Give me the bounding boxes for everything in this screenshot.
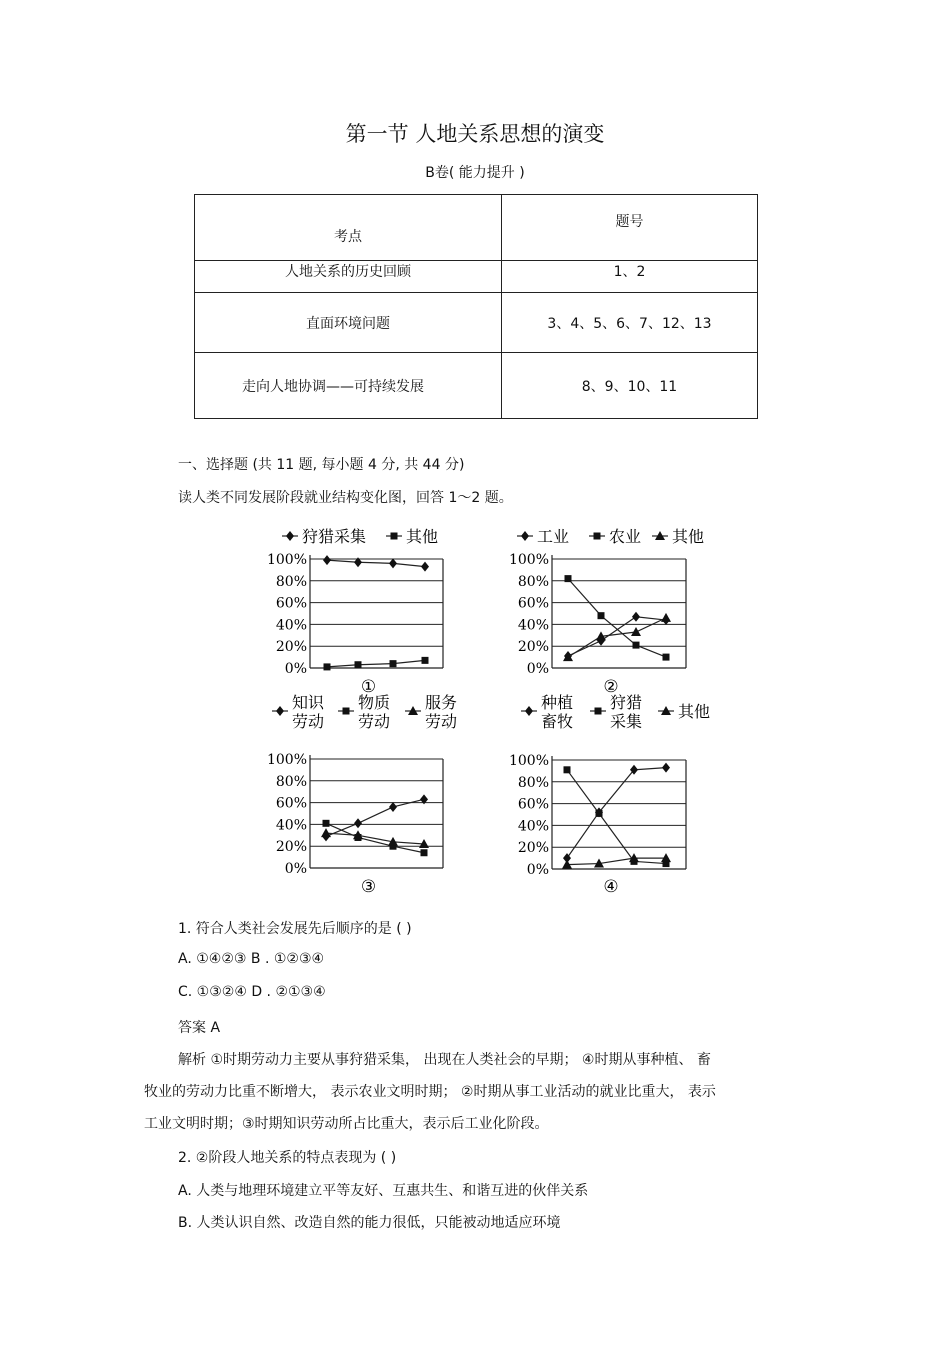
series-line xyxy=(327,560,425,567)
legend-label: 采集 xyxy=(610,712,643,731)
question-1-stem: 1. 符合人类社会发展先后顺序的是 ( ) xyxy=(178,921,412,937)
y-tick-label: 20% xyxy=(517,840,549,857)
legend-label: 知识 xyxy=(292,693,325,712)
y-tick-label: 20% xyxy=(275,839,307,856)
legend-marker xyxy=(594,533,601,540)
table-cell: 直面环境问题 xyxy=(195,293,502,353)
legend-label: 农业 xyxy=(609,527,642,546)
data-point xyxy=(662,763,670,773)
y-tick-label: 60% xyxy=(517,595,549,612)
data-point xyxy=(421,562,429,572)
y-tick-label: 100% xyxy=(266,752,307,768)
table-cell: 1、2 xyxy=(502,261,758,293)
table-cell: 8、9、10、11 xyxy=(502,353,758,419)
legend-label: 劳动 xyxy=(292,712,325,731)
question-2-stem: 2. ②阶段人地关系的特点表现为 ( ) xyxy=(178,1150,397,1166)
legend-marker xyxy=(521,531,529,541)
panel-label: ② xyxy=(603,677,619,697)
data-point xyxy=(633,642,640,649)
data-point xyxy=(324,663,331,670)
panel-label: ① xyxy=(360,677,377,697)
data-point xyxy=(596,810,603,817)
data-point xyxy=(323,555,331,565)
data-point xyxy=(321,828,331,837)
data-point xyxy=(661,613,671,622)
y-tick-label: 80% xyxy=(517,774,549,791)
page-subtitle: B卷( 能力提升 ) xyxy=(425,165,525,181)
legend-label: 其他 xyxy=(406,527,439,546)
question-1-options-ab: A. ①④②③ B . ①②③④ xyxy=(178,951,325,967)
y-tick-label: 40% xyxy=(275,617,307,634)
series-line xyxy=(327,660,425,667)
data-point xyxy=(389,802,397,812)
y-tick-label: 60% xyxy=(517,796,549,813)
data-point xyxy=(632,612,640,622)
table-header-topic: 考点 xyxy=(195,195,502,261)
question-1-analysis: 解析 ①时期劳动力主要从事狩猎采集， 出现在人类社会的早期； ④时期从事种植、 畜 xyxy=(178,1052,711,1068)
legend-label: 畜牧 xyxy=(541,712,574,731)
data-point xyxy=(565,575,572,582)
data-point xyxy=(389,558,397,568)
question-2-option-a: A. 人类与地理环境建立平等友好、互惠共生、和谐互进的伙伴关系 xyxy=(178,1183,589,1199)
y-tick-label: 0% xyxy=(284,661,307,677)
legend-label: 劳动 xyxy=(425,712,458,731)
legend-label: 劳动 xyxy=(358,712,391,731)
table-cell: 人地关系的历史回顾 xyxy=(195,261,502,293)
data-point xyxy=(355,661,362,668)
legend-marker xyxy=(525,706,533,716)
y-tick-label: 80% xyxy=(275,773,307,790)
legend-label: 狩猎采集 xyxy=(302,527,367,546)
question-2-option-b: B. 人类认识自然、改造自然的能力很低，只能被动地适应环境 xyxy=(178,1215,561,1231)
legend-label: 服务 xyxy=(425,693,458,712)
section-heading: 一、选择题 (共 11 题, 每小题 4 分, 共 44 分) xyxy=(178,457,465,473)
data-point xyxy=(354,818,362,828)
panel-label: ③ xyxy=(360,877,377,897)
y-tick-label: 20% xyxy=(275,639,307,656)
legend-marker xyxy=(595,708,602,715)
y-tick-label: 40% xyxy=(517,818,549,835)
table-header-number: 题号 xyxy=(502,195,758,261)
y-tick-label: 40% xyxy=(275,817,307,834)
legend-marker xyxy=(343,708,350,715)
series-line xyxy=(326,833,424,844)
table-cell: 3、4、5、6、7、12、13 xyxy=(502,293,758,353)
legend-label: 工业 xyxy=(537,527,570,546)
y-tick-label: 0% xyxy=(284,861,307,877)
y-tick-label: 60% xyxy=(275,795,307,812)
data-point xyxy=(422,657,429,664)
series-line xyxy=(567,770,666,864)
legend-marker xyxy=(276,706,284,716)
table-cell: 走向人地协调——可持续发展 xyxy=(195,353,502,419)
y-tick-label: 80% xyxy=(275,573,307,590)
question-1-analysis-cont: 牧业的劳动力比重不断增大， 表示农业文明时期； ②时期从事工业活动的就业比重大， 表示 xyxy=(144,1084,716,1100)
series-line xyxy=(326,799,424,836)
legend-marker xyxy=(286,531,294,541)
y-tick-label: 100% xyxy=(266,552,307,568)
y-tick-label: 100% xyxy=(508,753,549,769)
legend-label: 物质 xyxy=(358,693,391,712)
question-1-analysis-end: 工业文明时期；③时期知识劳动所占比重大，表示后工业化阶段。 xyxy=(144,1116,549,1132)
y-tick-label: 40% xyxy=(517,617,549,634)
legend-marker xyxy=(391,533,398,540)
y-tick-label: 0% xyxy=(526,661,549,677)
question-1-options-cd: C. ①③②④ D . ②①③④ xyxy=(178,984,326,1000)
panel-label: ④ xyxy=(603,877,619,897)
legend-label: 其他 xyxy=(672,527,705,546)
y-tick-label: 20% xyxy=(517,639,549,656)
data-point xyxy=(421,849,428,856)
y-tick-label: 0% xyxy=(526,862,549,878)
data-point xyxy=(390,660,397,667)
data-point xyxy=(564,766,571,773)
data-point xyxy=(323,820,330,827)
data-point xyxy=(663,654,670,661)
series-line xyxy=(567,858,666,865)
page-title: 第一节 人地关系思想的演变 xyxy=(345,122,605,146)
data-point xyxy=(598,612,605,619)
legend-label: 狩猎 xyxy=(610,693,643,712)
y-tick-label: 60% xyxy=(275,595,307,612)
y-tick-label: 80% xyxy=(517,573,549,590)
legend-label: 种植 xyxy=(541,693,574,712)
series-line xyxy=(568,617,666,656)
question-1-answer: 答案 A xyxy=(178,1020,221,1036)
legend-label: 其他 xyxy=(678,702,711,721)
section-intro: 读人类不同发展阶段就业结构变化图，回答 1～2 题。 xyxy=(178,490,513,506)
data-point xyxy=(631,627,641,636)
y-tick-label: 100% xyxy=(508,552,549,568)
series-line xyxy=(567,768,666,858)
